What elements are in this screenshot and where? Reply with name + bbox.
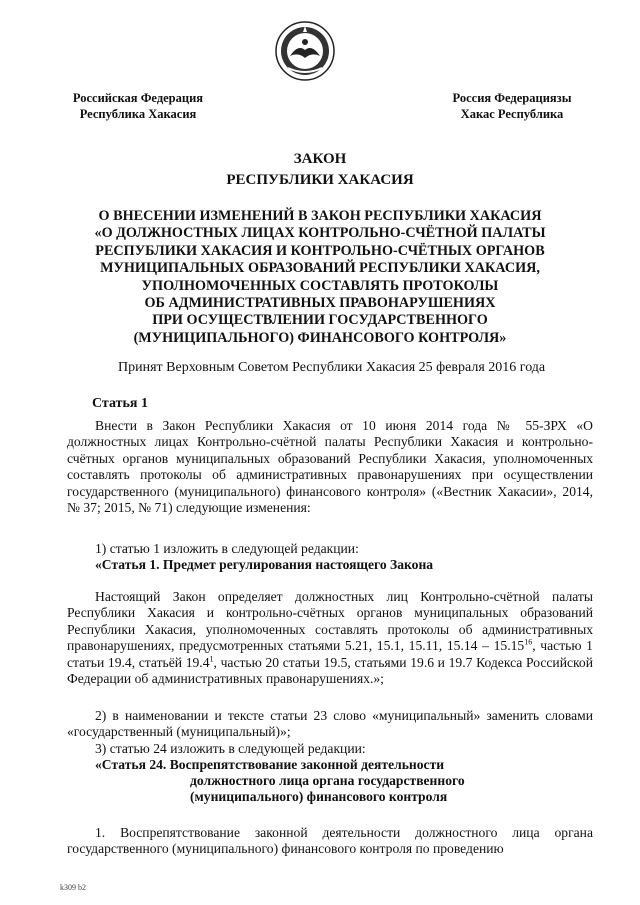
article-1-text-part-c: , частью 20 статьи 19.5, статьями 19.6 и 19.7 Кодекса Российской Федерации об административных правонарушениях.»; [67, 654, 593, 687]
amendment-item-3: 3) статью 24 изложить в следующей редакции: [95, 741, 366, 756]
subject-line: МУНИЦИПАЛЬНЫХ ОБРАЗОВАНИЙ РЕСПУБЛИКИ ХАКАСИЯ, [100, 260, 540, 277]
subject-line: «О ДОЛЖНОСТНЫХ ЛИЦАХ КОНТРОЛЬНО-СЧЁТНОЙ ПАЛАТЫ [94, 225, 546, 242]
article-24-title-line2: должностного лица органа государственного [190, 773, 465, 788]
header-left [58, 90, 218, 122]
superscript-16: 16 [524, 637, 533, 647]
header-right [432, 90, 592, 122]
footer-code: k309 b2 [60, 883, 86, 892]
article-24-title-line1: «Статья 24. Воспрепятствование законной деятельности [95, 757, 445, 772]
article-1-heading: Статья 1 [92, 396, 148, 411]
law-title-republic: РЕСПУБЛИКИ ХАКАСИЯ [226, 172, 414, 188]
amendment-item-1: 1) статью 1 изложить в следующей редакции: [95, 541, 359, 556]
article-24-text: 1. Воспрепятствование законной деятельности должностного лица органа государственного (муниципального) финансового контроля по проведению [67, 825, 593, 857]
subject-line: ПРИ ОСУЩЕСТВЛЕНИИ ГОСУДАРСТВЕННОГО [152, 312, 488, 329]
subject-line: УПОЛНОМОЧЕННЫХ СОСТАВЛЯТЬ ПРОТОКОЛЫ [141, 277, 499, 294]
adoption-note: Принят Верховным Советом Республики Хакасия 25 февраля 2016 года [118, 360, 546, 375]
subject-line: О ВНЕСЕНИИ ИЗМЕНЕНИЙ В ЗАКОН РЕСПУБЛИКИ ХАКАСИЯ [98, 208, 542, 224]
article-1-intro: Внести в Закон Республики Хакасия от 10 июня 2014 года № 55-ЗРХ «О должностных лицах Контрольно-счётной палаты Республики Хакасия и контрольно-счётных органов муниципальных образований Республики Хакасия, уполномоченных составлять протоколы об административных правонарушениях при осуществлении государственного (муниципального) финансового контроля» («Вестник Хакасии», 2014, № 37; 2015, № 71) следующие изменения: [67, 418, 593, 516]
header-left-line1: Российская Федерация [72, 91, 204, 105]
law-title: ЗАКОН [293, 151, 347, 167]
law-subject [72, 208, 568, 347]
superscript-1: 1 [209, 654, 214, 664]
subject-line: (МУНИЦИПАЛЬНОГО) ФИНАНСОВОГО КОНТРОЛЯ» [133, 329, 507, 346]
article-1-new-title: «Статья 1. Предмет регулирования настоящего Закона [95, 557, 434, 572]
coat-of-arms-emblem [274, 20, 336, 82]
header-left-line2: Республика Хакасия [79, 107, 197, 121]
amendment-item-2: 2) в наименовании и тексте статьи 23 слово «муниципальный» заменить словами «государственный (муниципальный)»; [67, 708, 593, 740]
header-right-line2: Хакас Республика [460, 107, 564, 121]
article-24-title-line3: (муниципального) финансового контроля [190, 789, 448, 804]
article-1-text-part-a: Настоящий Закон определяет должностных лиц Контрольно-счётной палаты Республики Хакасия и контрольно-счётных органов муниципальных образований Республики Хакасия, уполномоченных составлять протоколы об административных правонарушениях, предусмотренных статьями 5.21, 15.1, 15.11, 15.14 – 15.15 [67, 589, 593, 654]
article-1-new-text [67, 589, 593, 687]
article-1-text-part-b: , частью 1 статьи 19.4, статьёй 19.4 [67, 638, 593, 670]
subject-line: РЕСПУБЛИКИ ХАКАСИЯ И КОНТРОЛЬНО-СЧЁТНЫХ ОРГАНОВ [95, 242, 545, 259]
header-right-line1: Россия Федерациязы [452, 91, 572, 105]
subject-line: ОБ АДМИНИСТРАТИВНЫХ ПРАВОНАРУШЕНИЯХ [144, 295, 496, 312]
